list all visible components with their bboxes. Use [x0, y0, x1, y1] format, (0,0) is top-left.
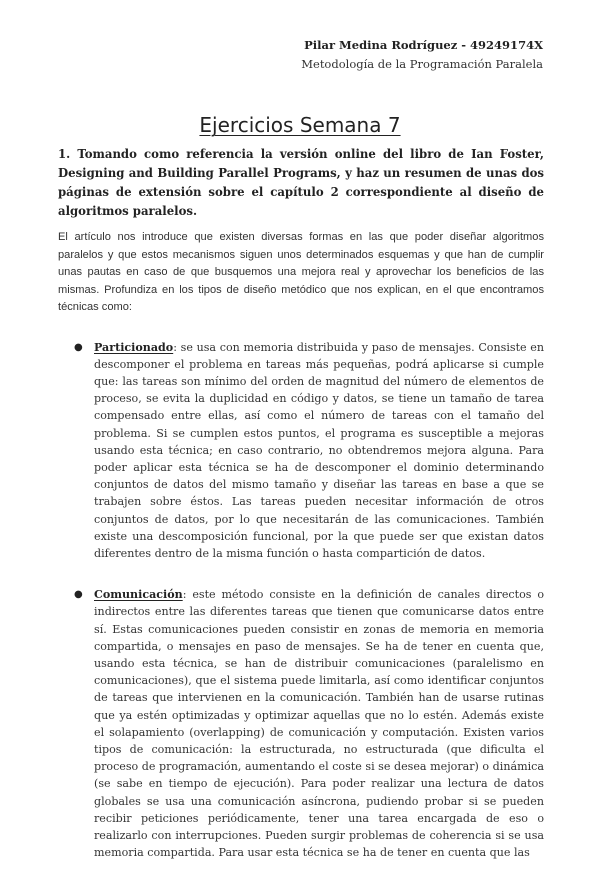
intro-paragraph: El artículo nos introduce que existen diversas formas en las que poder diseñar algoritmos paralelos y que estos mecanismos siguen unos determinados esquemas y que han de cumplir unas pautas en caso de que busquemos una mejora real y aprovechar los beneficios de las mismas. Profundiza en los tipos de diseño metódico que nos explican, en el que encontramos técnicas como: [58, 231, 544, 313]
page-title: Ejercicios Semana 7 [199, 113, 401, 138]
technique-description: : se usa con memoria distribuida y paso de mensajes. Consiste en descomponer el problema en tareas más pequeñas, podrá aplicarse si cumple que: las tareas son mínimo del orden de magnitud del número de elementos de proceso, se evita la duplicidad en código y datos, se tiene un tamaño de tarea compensado entre ellas, así como el número de tareas con el tamaño del problema. Si se cumplen estos puntos, el programa es susceptible a mejoras usando esta técnica; en caso contrario, no obtendremos mejora alguna. Para poder aplicar esta técnica se ha de descomponer el dominio determinando conjuntos de datos del mismo tamaño y diseñar las tareas en base a que se trabajen sobre éstos. Las tareas pueden necesitar información de otros conjuntos de datos, por lo que necesitarán de las comunicaciones. También existe una descomposición funcional, por la que puede ser que existan datos diferentes dentro de la misma función o hasta compartición de datos. [94, 340, 544, 560]
question-heading: 1. Tomando como referencia la versión online del libro de Ian Foster, Designing and Building Parallel Programs, y haz un resumen de unas dos páginas de extensión sobre el capítulo 2 correspondiente al diseño de algoritmos paralelos. [58, 147, 544, 218]
author-name: Pilar Medina Rodríguez - 49249174X [304, 38, 543, 52]
technique-list [58, 339, 544, 862]
technique-term: Comunicación [94, 588, 183, 602]
bullet-icon: ● [74, 589, 83, 601]
list-item [58, 586, 544, 861]
technique-term: Particionado [94, 340, 174, 354]
course-name: Metodología de la Programación Paralela [301, 57, 543, 71]
document-body [58, 145, 544, 885]
page-header [301, 36, 543, 74]
bullet-icon: ● [74, 341, 83, 353]
technique-description: : este método consiste en la definición de canales directos o indirectos entre las diferentes tareas que tienen que comunicarse datos entre sí. Estas comunicaciones pueden consistir en zonas de memoria en memoria compartida, o mensajes en paso de mensajes. Se ha de tener en cuenta que, usando esta técnica, se han de distribuir comunicaciones (paralelismo en comunicaciones), que el sistema puede limitarla, así como identificar conjuntos de tareas que intervienen en la comunicación. También han de usarse rutinas que ya estén optimizadas y optimizar aquellas que no lo estén. Además existe el solapamiento (overlapping) de comunicación y computación. Existen varios tipos de comunicación: la estructurada, no estructurada (que dificulta el proceso de programación, aumentando el coste si se desea mejorar) o dinámica (se sabe en tiempo de ejecución). Para poder realizar una lectura de datos globales se usa una comunicación asíncrona, pudiendo probar si se pueden recibir peticiones periódicamente, tener una tarea encargada de eso o realizarlo con interrupciones. Pueden surgir problemas de coherencia si se usa memoria compartida. Para usar esta técnica se ha de tener en cuenta que las [94, 588, 544, 860]
list-item [58, 339, 544, 563]
